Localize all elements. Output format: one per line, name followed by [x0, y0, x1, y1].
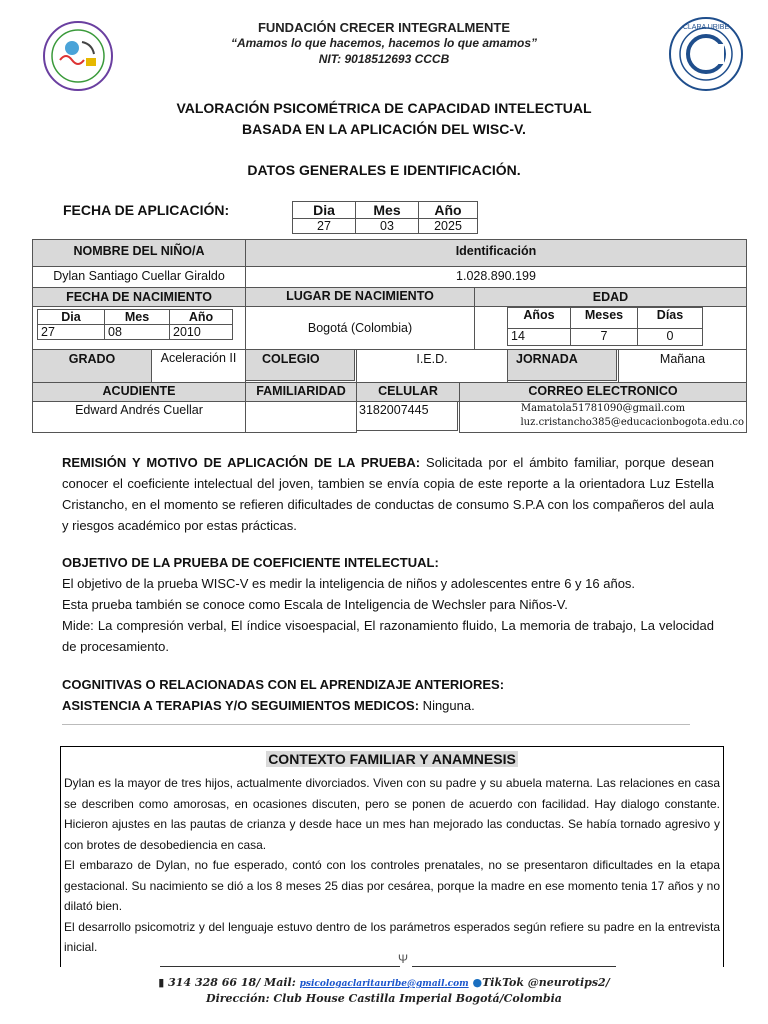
- familiaridad-label: FAMILIARIDAD: [245, 382, 357, 402]
- familiaridad-value: [245, 401, 357, 433]
- fa-dia-header: Dia: [293, 202, 356, 219]
- phone-icon: ▮: [158, 976, 165, 989]
- remision-section: [62, 452, 714, 536]
- objetivo-section: [62, 552, 714, 657]
- celular-label: CELULAR: [356, 382, 460, 402]
- celular-value: 3182007445: [356, 401, 458, 431]
- identificacion-label: Identificación: [245, 239, 747, 267]
- jornada-label: JORNADA: [507, 349, 617, 381]
- footer-mail-label: / Mail:: [256, 976, 300, 989]
- nac-dia-header: Dia: [38, 310, 105, 325]
- title-line-2: BASADA EN LA APLICACIÓN DEL WISC-V.: [242, 121, 526, 137]
- identification-grid: [32, 239, 746, 431]
- org-name: FUNDACIÓN CRECER INTEGRALMENTE: [257, 20, 511, 35]
- nacimiento-table: [37, 309, 233, 340]
- lugar-value: Bogotá (Colombia): [245, 306, 475, 350]
- acudiente-label: ACUDIENTE: [32, 382, 246, 402]
- grado-label: GRADO: [32, 349, 152, 383]
- fa-mes-value: 03: [356, 219, 419, 234]
- correo-cell: [459, 401, 747, 433]
- nombre-value: Dylan Santiago Cuellar Giraldo: [32, 266, 246, 288]
- nac-ano-value: 2010: [170, 325, 233, 340]
- fa-ano-value: 2025: [419, 219, 478, 234]
- contexto-p2: El embarazo de Dylan, no fue esperado, contó con los controles prenatales, no se presentaron dificultades en la etapa gestacional. Su nacimiento se dió a los 8 meses 25 dias por cesárea, porque la madre en ese momento tenia 17 años y no dilató bien.: [64, 858, 720, 913]
- nac-ano-header: Año: [170, 310, 233, 325]
- contexto-title: CONTEXTO FAMILIAR Y ANAMNESIS: [268, 751, 516, 767]
- section-title: DATOS GENERALES E IDENTIFICACIÓN.: [247, 162, 521, 178]
- objetivo-line-1: El objetivo de la prueba WISC-V es medir la inteligencia de niños y adolescentes entre 6 y 16 años.: [62, 576, 636, 591]
- colegio-value: I.E.D.: [356, 349, 508, 383]
- contexto-p1: Dylan es la mayor de tres hijos, actualmente divorciados. Viven con su padre y su abuela materna. Las relaciones en casa se describen como amorosas, en ocasiones discuten, pero se ponen de acuerdo con facilidad. Hay dialogo constante. Hicieron ajustes en las pautas de crianza y desde hace un mes han mejorado las conductas. Se había tornado agresivo y con brotes de desobediencia en casa.: [64, 776, 720, 852]
- objetivo-line-3: Mide: La compresión verbal, El índice visoespacial, El razonamiento fluido, La memoria de trabajo, La velocidad de procesamiento.: [62, 618, 714, 654]
- divider: [62, 724, 690, 725]
- nac-dia-value: 27: [38, 325, 105, 340]
- objetivo-label: OBJETIVO DE LA PRUEBA DE COEFICIENTE INTELECTUAL:: [62, 555, 439, 570]
- fa-dia-value: 27: [293, 219, 356, 234]
- footer-contact: [0, 976, 768, 989]
- edad-dias-header: Días: [638, 308, 703, 329]
- correo-1: Mamatola51781090@gmail.com: [520, 403, 686, 414]
- fa-ano-header: Año: [419, 202, 478, 219]
- edad-meses-value: 7: [571, 329, 638, 346]
- seal-text: CLARA URIBE: [682, 24, 730, 31]
- identificacion-value: 1.028.890.199: [245, 266, 747, 288]
- edad-meses-header: Meses: [571, 308, 638, 329]
- fa-mes-header: Mes: [356, 202, 419, 219]
- nacimiento-label: FECHA DE NACIMIENTO: [32, 287, 246, 307]
- correo-label: CORREO ELECTRONICO: [459, 382, 747, 402]
- nac-mes-value: 08: [105, 325, 170, 340]
- footer-line-left: [160, 966, 400, 967]
- acudiente-value: Edward Andrés Cuellar: [32, 401, 246, 433]
- correo-2: luz.cristancho385@educacionbogota.edu.co: [520, 417, 744, 428]
- edad-anos-header: Años: [508, 308, 571, 329]
- contexto-title-wrap: [61, 751, 723, 773]
- fecha-aplicacion-label: FECHA DE APLICACIÓN:: [63, 202, 230, 218]
- asistencia-value: Ninguna.: [419, 698, 475, 713]
- org-nit: NIT: 9018512693 CCCB: [318, 52, 450, 66]
- nac-mes-header: Mes: [105, 310, 170, 325]
- footer-address: Dirección: Club House Castilla Imperial Bogotá/Colombia: [206, 992, 562, 1005]
- footer-line-right: [412, 966, 616, 967]
- psi-icon: Ψ: [398, 952, 409, 966]
- edad-label: EDAD: [474, 287, 747, 307]
- globe-icon: ●: [472, 976, 483, 989]
- edad-table: [507, 307, 703, 346]
- edad-dias-value: 0: [638, 329, 703, 346]
- remision-label: REMISIÓN Y MOTIVO DE APLICACIÓN DE LA PRUEBA:: [62, 455, 421, 470]
- remision-text: Solicitada por el ámbito familiar, porque desean conocer el coeficiente intelectual del joven, tambien se envía copia de este reporte a la orientadora Luz Estella Cristancho, en el momento se refieren dificultades de conductas de consumo S.P.A con los compañeros del aula y riesgos académico por estas prácticas.: [62, 455, 715, 533]
- title-line-1: VALORACIÓN PSICOMÉTRICA DE CAPACIDAD INTELECTUAL: [176, 100, 592, 116]
- jornada-value: Mañana: [618, 349, 747, 383]
- contexto-box: [60, 746, 724, 967]
- colegio-label: COLEGIO: [245, 349, 355, 381]
- edad-anos-value: 14: [508, 329, 571, 346]
- lugar-label: LUGAR DE NACIMIENTO: [245, 287, 475, 307]
- cognitivas-section: [62, 674, 714, 716]
- grado-value: Aceleración II: [151, 349, 246, 383]
- contexto-p3: El desarrollo psicomotriz y del lenguaje estuvo dentro de los parámetros esperados según refiere su padre en la entrevista inicial.: [64, 919, 720, 954]
- footer-tiktok: TikTok @neurotips2/: [482, 976, 610, 989]
- asistencia-label: ASISTENCIA A TERAPIAS Y/O SEGUIMIENTOS MEDICOS:: [62, 698, 420, 713]
- objetivo-line-2: Esta prueba también se conoce como Escala de Inteligencia de Wechsler para Niños-V.: [62, 597, 568, 612]
- footer-mail-link[interactable]: psicologaclaritauribe@gmail.com: [299, 979, 469, 989]
- org-motto: “Amamos lo que hacemos, hacemos lo que amamos”: [230, 36, 538, 50]
- edad-cell: [474, 306, 747, 350]
- fecha-aplicacion-table: [292, 201, 478, 234]
- nombre-label: NOMBRE DEL NIÑO/A: [32, 239, 246, 267]
- nacimiento-cell: [32, 306, 246, 350]
- footer-phone: 314 328 66 18: [168, 976, 257, 989]
- cognitivas-label: COGNITIVAS O RELACIONADAS CON EL APRENDIZAJE ANTERIORES:: [62, 677, 505, 692]
